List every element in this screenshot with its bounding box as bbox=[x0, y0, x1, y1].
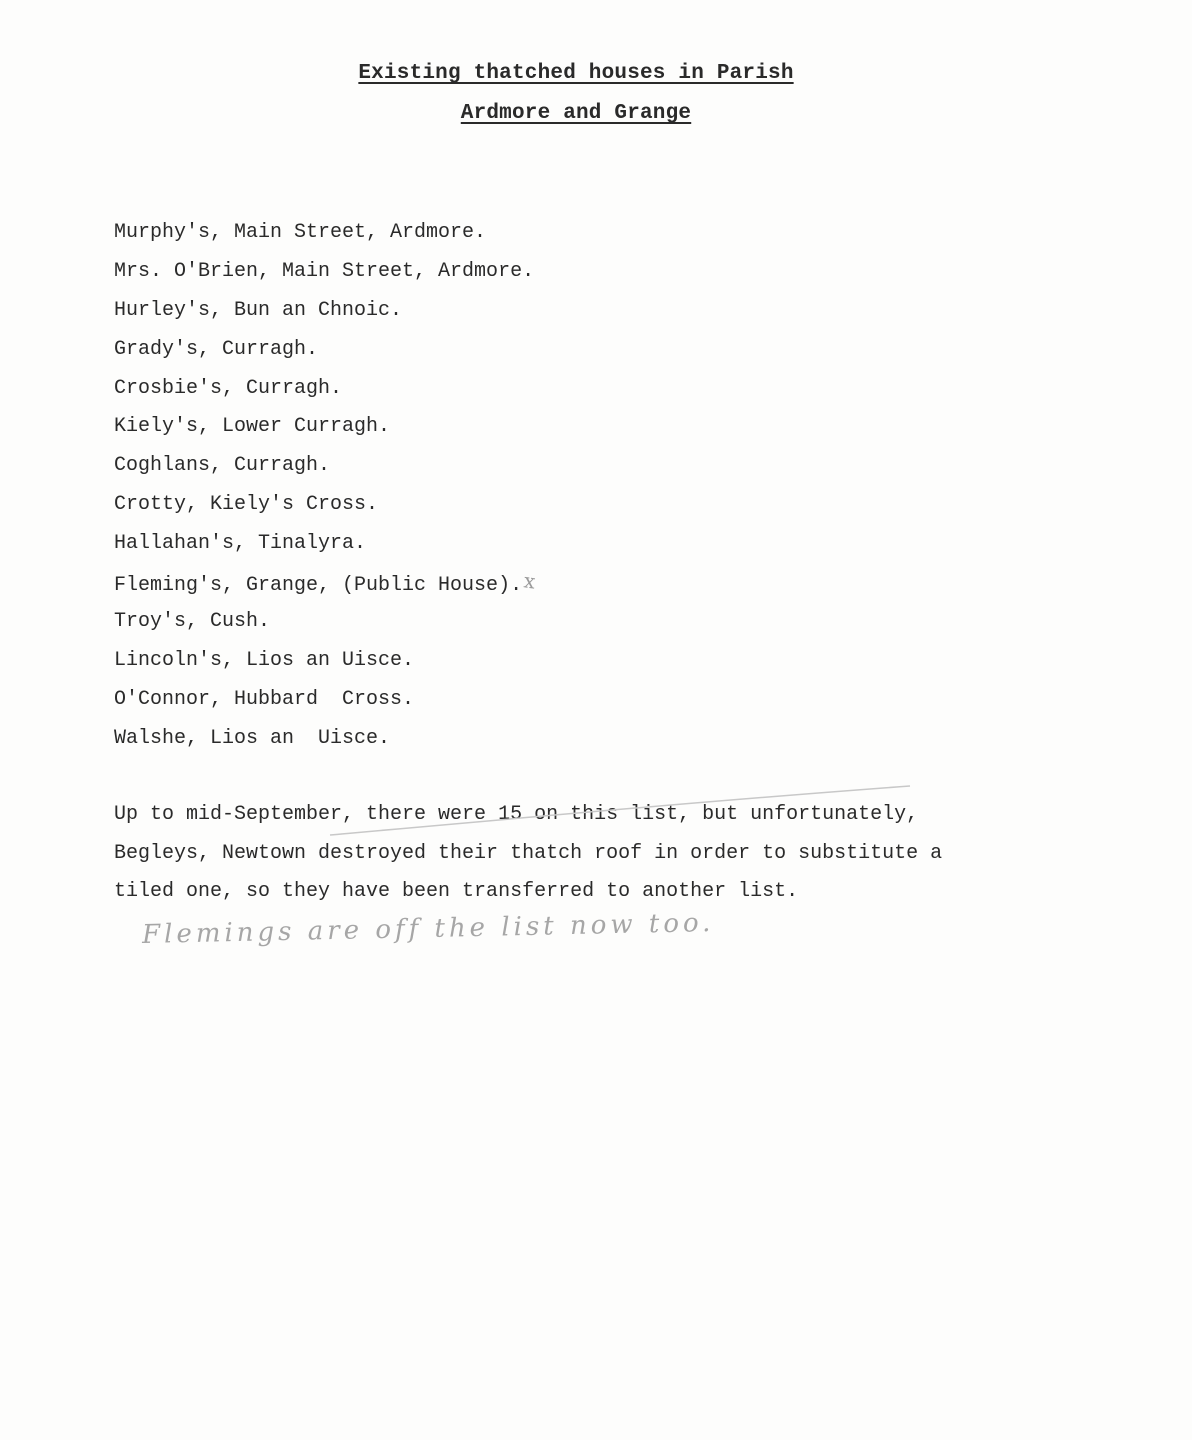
paragraph-line: Up to mid-September, there were 15 on this list, but unfortunately, bbox=[114, 803, 919, 826]
list-item: O'Connor, Hubbard Cross. bbox=[114, 687, 415, 711]
list-item: Mrs. O'Brien, Main Street, Ardmore. bbox=[114, 259, 535, 283]
paragraph-line: Begleys, Newtown destroyed their thatch roof in order to substitute a bbox=[114, 841, 943, 865]
document-subtitle bbox=[0, 102, 1152, 125]
list-item: Coghlans, Curragh. bbox=[114, 454, 331, 478]
list-item-text: Fleming's, Grange, (Public House). bbox=[114, 574, 523, 598]
paragraph-line: tiled one, so they have been transferred to another list. bbox=[114, 880, 799, 903]
document-title bbox=[0, 62, 1152, 85]
list-item: Hallahan's, Tinalyra. bbox=[114, 532, 367, 556]
pencil-cross-mark: x bbox=[522, 568, 537, 594]
list-item: Crotty, Kiely's Cross. bbox=[114, 493, 379, 517]
list-item: Crosbie's, Curragh. bbox=[114, 376, 343, 400]
list-item: Murphy's, Main Street, Ardmore. bbox=[114, 221, 487, 244]
list-item: Grady's, Curragh. bbox=[114, 337, 319, 361]
title-line-2: Ardmore and Grange bbox=[460, 102, 692, 125]
list-item: Kiely's, Lower Curragh. bbox=[114, 415, 391, 439]
title-line-1: Existing thatched houses in Parish bbox=[358, 62, 794, 85]
list-item: Hurley's, Bun an Chnoic. bbox=[114, 298, 403, 322]
handwritten-note: Flemings are off the list now too. bbox=[141, 908, 715, 950]
thatched-house-list bbox=[114, 218, 535, 762]
list-item: Troy's, Cush. bbox=[114, 609, 271, 633]
closing-paragraph bbox=[114, 800, 1034, 916]
list-item: Walshe, Lios an Uisce. bbox=[114, 726, 391, 750]
list-item: Lincoln's, Lios an Uisce. bbox=[114, 648, 415, 672]
list-item-flemings bbox=[114, 568, 535, 607]
